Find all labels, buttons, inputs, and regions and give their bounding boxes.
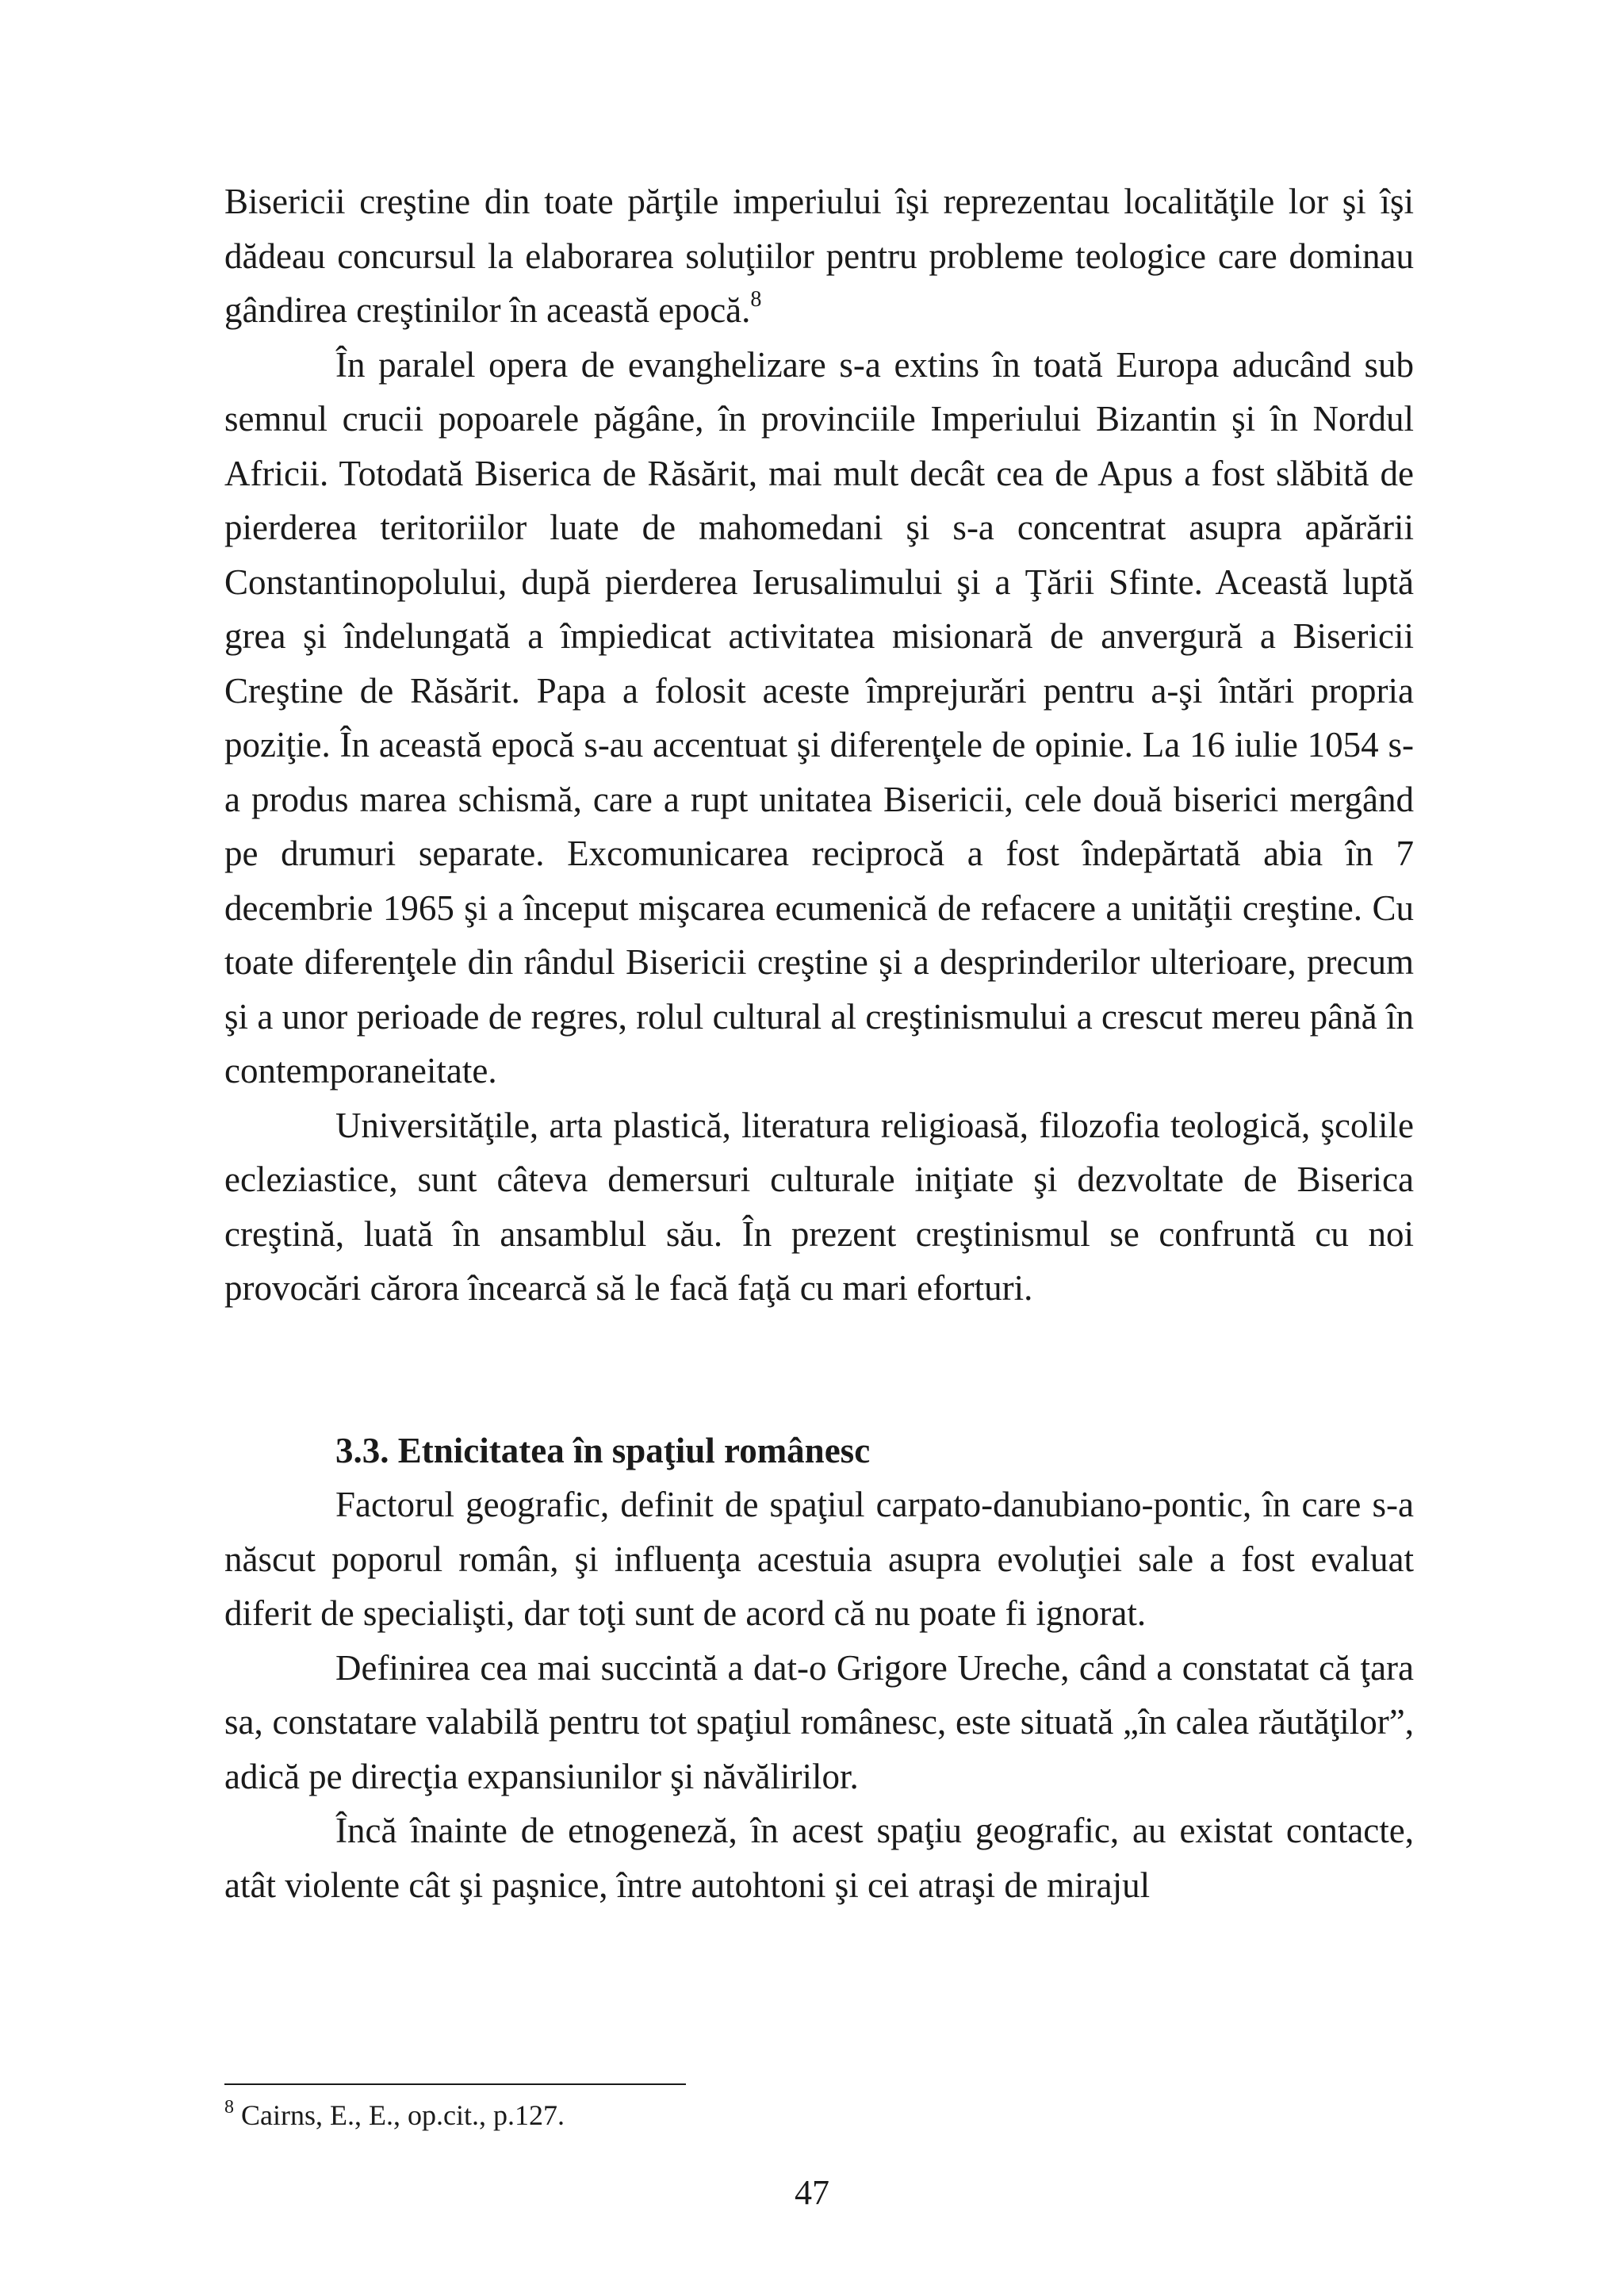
paragraph-continued <box>224 174 1414 338</box>
footnote-reference[interactable]: 8 <box>750 287 762 312</box>
section-heading: 3.3. Etnicitatea în spaţiul românesc <box>335 1430 871 1470</box>
paragraph: Încă înainte de etnogeneză, în acest spaţiu geografic, au existat contacte, atât violente cât şi paşnice, între autohtoni şi cei atraşi de mirajul <box>224 1811 1414 1905</box>
paragraph: În paralel opera de evanghelizare s-a extins în toată Europa aducând sub semnul crucii popoarele păgâne, în provinciile Imperiului Bizantin şi în Nordul Africii. Totodată Biserica de Răsărit, mai mult decât cea de Apus a fost slăbită de pierderea teritoriilor luate de mahomedani şi s-a concentrat asupra apărării Constantinopolului, după pierderea Ierusalimului şi a Ţării Sfinte. Această luptă grea şi îndelungată a împiedicat activitatea misionară de anvergură a Bisericii Creştine de Răsărit. Papa a folosit aceste împrejurări pentru a-şi întări propria poziţie. În această epocă s-au accentuat şi diferenţele de opinie. La 16 iulie 1054 s-a produs marea schismă, care a rupt unitatea Bisericii, cele două biserici mergând pe drumuri separate. Excomunicarea reciprocă a fost îndepărtată abia în 7 decembrie 1965 şi a început mişcarea ecumenică de refacere a unităţii creştine. Cu toate diferenţele din rândul Bisericii creştine şi a desprinderilor ulterioare, precum şi a unor perioade de regres, rolul cultural al creştinismului a crescut mereu până în contemporaneitate. <box>224 344 1414 1091</box>
paragraph-text: Bisericii creştine din toate părţile imperiului îşi reprezentau localităţile lor şi îşi dădeau concursul la elaborarea soluţiilor pentru probleme teologice care dominau gândirea creştinilor în această epocă. <box>224 182 1414 330</box>
footnote-marker: 8 <box>224 2097 234 2118</box>
page-body <box>224 174 1414 1912</box>
paragraph: Definirea cea mai succintă a dat-o Grigore Ureche, când a constatat că ţara sa, constatare valabilă pentru tot spaţiul românesc, este situată „în calea răutăţilor”, adică pe direcţia expansiunilor şi năvălirilor. <box>224 1647 1414 1796</box>
footnote-separator <box>224 2083 686 2085</box>
page-number: 47 <box>795 2173 829 2212</box>
footnote <box>224 2098 565 2133</box>
footnote-text: Cairns, E., E., op.cit., p.127. <box>241 2099 565 2131</box>
paragraph: Universităţile, arta plastică, literatura religioasă, filozofia teologică, şcolile ecleziastice, sunt câteva demersuri culturale iniţiate şi dezvoltate de Biserica creştină, luată în ansamblul său. În prezent creştinismul se confruntă cu noi provocări cărora încearcă să le facă faţă cu mari eforturi. <box>224 1105 1414 1308</box>
paragraph: Factorul geografic, definit de spaţiul carpato-danubiano-pontic, în care s-a născut poporul român, şi influenţa acestuia asupra evoluţiei sale a fost evaluat diferit de specialişti, dar toţi sunt de acord că nu poate fi ignorat. <box>224 1485 1414 1633</box>
